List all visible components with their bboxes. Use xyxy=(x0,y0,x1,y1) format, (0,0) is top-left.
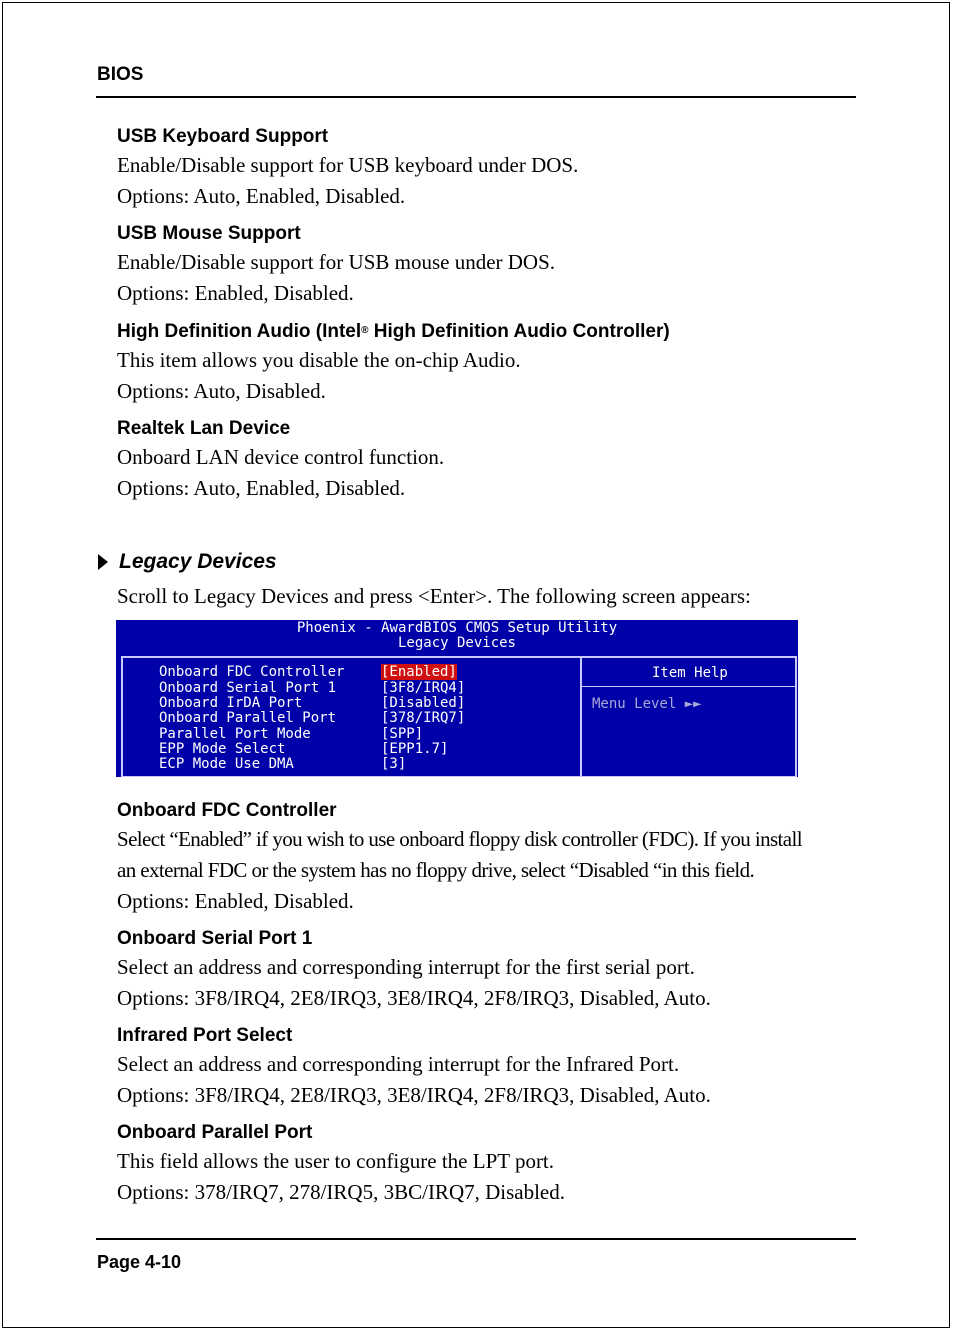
bios-screen xyxy=(116,620,798,777)
bios-help-title: Item Help xyxy=(652,665,728,681)
section-title xyxy=(117,318,862,345)
section-serial-port xyxy=(117,926,862,1014)
bios-item-label[interactable]: Onboard Parallel Port xyxy=(159,710,337,726)
section-line: Enable/Disable support for USB mouse under DOS. xyxy=(117,250,556,274)
section-line: Enable/Disable support for USB keyboard under DOS. xyxy=(117,153,579,177)
section-line: Options: Auto, Enabled, Disabled. xyxy=(117,476,406,500)
bios-item-value[interactable]: [3] xyxy=(381,756,407,772)
section-line: Select an address and corresponding interrupt for the first serial port. xyxy=(117,955,695,979)
section-line: This field allows the user to configure the LPT port. xyxy=(117,1149,555,1173)
section-usb-keyboard xyxy=(117,124,862,212)
section-realtek-lan xyxy=(117,416,862,504)
bottom-sections xyxy=(117,798,862,1217)
top-sections xyxy=(117,124,862,513)
section-hd-audio xyxy=(117,318,862,407)
section-line: Options: Auto, Enabled, Disabled. xyxy=(117,184,406,208)
bios-item-label[interactable]: Parallel Port Mode xyxy=(159,726,311,742)
bios-item-label[interactable]: EPP Mode Select xyxy=(159,741,286,757)
section-title: Realtek Lan Device xyxy=(117,418,291,439)
bios-item-label[interactable]: Onboard IrDA Port xyxy=(159,695,303,711)
page-header: BIOS xyxy=(97,64,144,85)
legacy-title: Legacy Devices xyxy=(119,550,277,573)
section-fdc xyxy=(117,798,862,917)
section-title: Onboard Serial Port 1 xyxy=(117,928,313,949)
section-title: USB Mouse Support xyxy=(117,223,301,244)
section-line: Select “Enabled” if you wish to use onboard floppy disk controller (FDC). If you install xyxy=(117,827,802,851)
section-parallel-port xyxy=(117,1120,862,1208)
section-title: Onboard Parallel Port xyxy=(117,1122,313,1143)
section-title: Onboard FDC Controller xyxy=(117,800,337,821)
bios-item-value[interactable]: [378/IRQ7] xyxy=(381,710,466,726)
legacy-intro: Scroll to Legacy Devices and press <Enter>. The following screen appears: xyxy=(117,584,751,608)
section-line: Options: Enabled, Disabled. xyxy=(117,889,354,913)
section-line: Onboard LAN device control function. xyxy=(117,445,445,469)
bios-panel-divider xyxy=(580,656,582,777)
section-line: Options: 378/IRQ7, 278/IRQ5, 3BC/IRQ7, Disabled. xyxy=(117,1180,566,1204)
bios-item-label[interactable]: Onboard Serial Port 1 xyxy=(159,680,337,696)
bios-menu-level: Menu Level ►► xyxy=(592,696,702,712)
section-line: Options: 3F8/IRQ4, 2E8/IRQ3, 3E8/IRQ4, 2F8/IRQ3, Disabled, Auto. xyxy=(117,986,711,1010)
bios-item-value[interactable]: [Disabled] xyxy=(381,695,466,711)
section-line: Select an address and corresponding interrupt for the Infrared Port. xyxy=(117,1052,680,1076)
legacy-heading xyxy=(98,550,277,574)
section-usb-mouse xyxy=(117,221,862,309)
page-number: Page 4-10 xyxy=(97,1252,182,1272)
footer-rule xyxy=(96,1238,856,1240)
bios-item-label[interactable]: Onboard FDC Controller xyxy=(159,664,345,680)
bios-selected-value[interactable]: [Enabled] xyxy=(381,664,457,680)
title-part: High Definition Audio Controller) xyxy=(368,321,670,342)
section-title: USB Keyboard Support xyxy=(117,126,329,147)
bios-item-value[interactable] xyxy=(381,665,457,680)
section-line: an external FDC or the system has no floppy drive, select “Disabled “in this field. xyxy=(117,858,755,882)
section-line: Options: Enabled, Disabled. xyxy=(117,281,354,305)
bios-item-value[interactable]: [SPP] xyxy=(381,726,424,742)
bios-item-value[interactable]: [3F8/IRQ4] xyxy=(381,680,466,696)
title-part: High Definition Audio (Intel xyxy=(117,321,362,342)
section-line: Options: Auto, Disabled. xyxy=(117,379,326,403)
section-title: Infrared Port Select xyxy=(117,1025,293,1046)
section-line: This item allows you disable the on-chip Audio. xyxy=(117,348,521,372)
bios-title-line2: Legacy Devices xyxy=(397,635,516,651)
bios-item-value[interactable]: [EPP1.7] xyxy=(381,741,449,757)
triangle-right-icon xyxy=(98,554,108,570)
section-infrared xyxy=(117,1023,862,1111)
registered-mark: ® xyxy=(361,325,369,336)
header-rule xyxy=(96,96,856,98)
bios-help-divider xyxy=(582,686,796,687)
bios-title-line1: Phoenix - AwardBIOS CMOS Setup Utility xyxy=(296,620,618,636)
section-line: Options: 3F8/IRQ4, 2E8/IRQ3, 3E8/IRQ4, 2F8/IRQ3, Disabled, Auto. xyxy=(117,1083,711,1107)
bios-item-label[interactable]: ECP Mode Use DMA xyxy=(159,756,294,772)
